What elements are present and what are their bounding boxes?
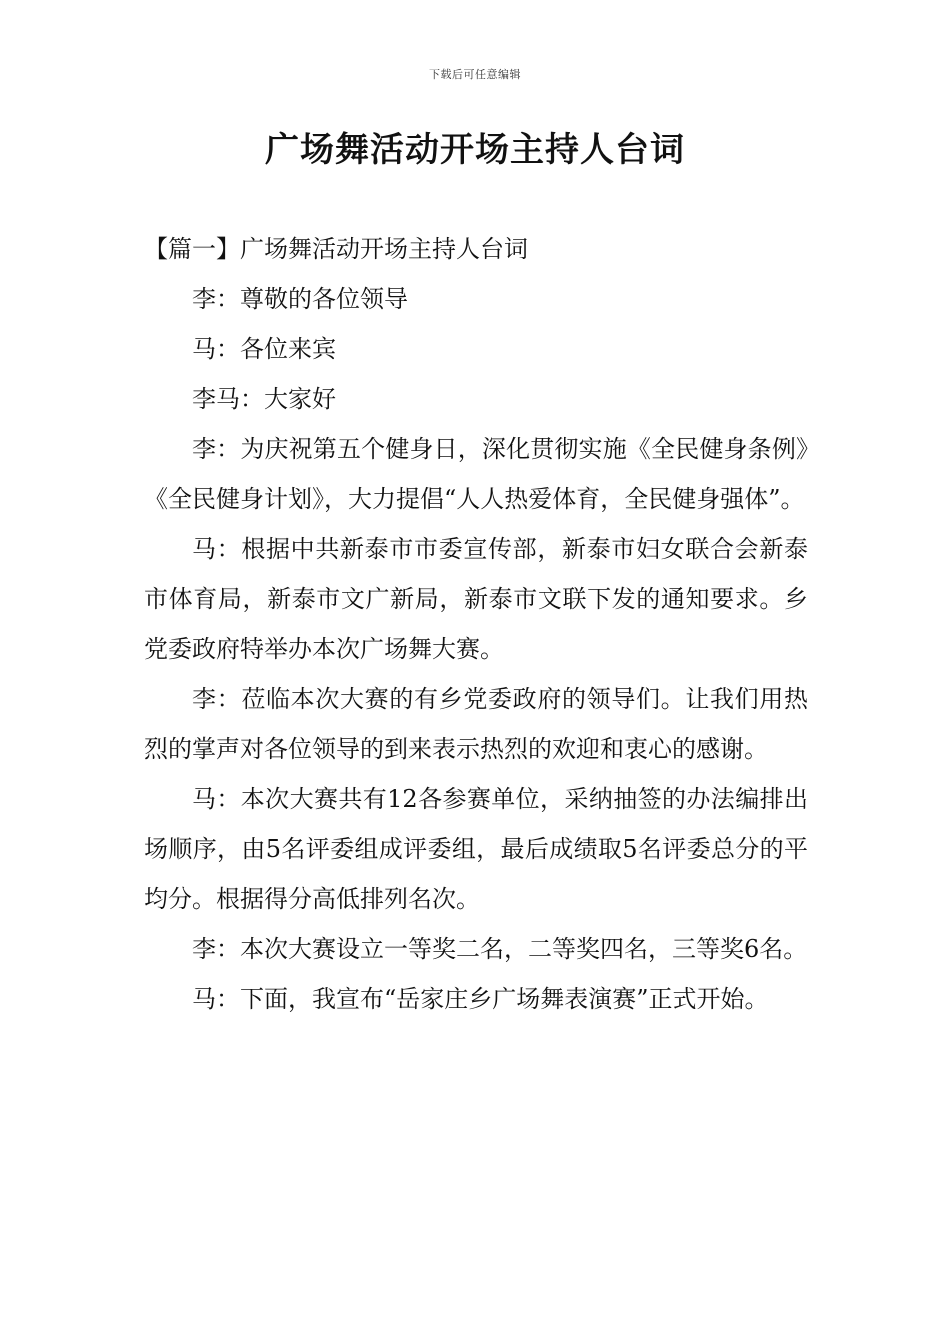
paragraph: 李马：大家好 [192, 385, 336, 413]
paragraph: 马：本次大赛共有12各参赛单位，采纳抽签的办法编排出场顺序，由5名评委组成评委组，最后成绩取5名评委总分的平均分。根据得分高低排列名次。 [144, 785, 808, 913]
paragraph: 李：本次大赛设立一等奖二名，二等奖四名，三等奖6名。 [192, 935, 808, 963]
paragraph: 李：为庆祝第五个健身日，深化贯彻实施《全民健身条例》《全民健身计划》，大力提倡“人人热爱体育，全民健身强体”。 [144, 435, 808, 513]
document-title: 广场舞活动开场主持人台词 [265, 130, 685, 170]
paragraph: 李：尊敬的各位领导 [192, 285, 408, 313]
paragraph: 马：各位来宾 [192, 335, 336, 363]
header-note: 下载后可任意编辑 [429, 68, 521, 81]
paragraph: 马：下面，我宣布“岳家庄乡广场舞表演赛”正式开始。 [192, 985, 769, 1013]
document-body [144, 224, 808, 1024]
paragraph: 李：莅临本次大赛的有乡党委政府的领导们。让我们用热烈的掌声对各位领导的到来表示热烈的欢迎和衷心的感谢。 [144, 685, 808, 763]
section-heading: 【篇一】广场舞活动开场主持人台词 [144, 235, 528, 263]
paragraph: 马：根据中共新泰市市委宣传部，新泰市妇女联合会新泰市体育局，新泰市文广新局，新泰市文联下发的通知要求。乡党委政府特举办本次广场舞大赛。 [144, 535, 808, 663]
